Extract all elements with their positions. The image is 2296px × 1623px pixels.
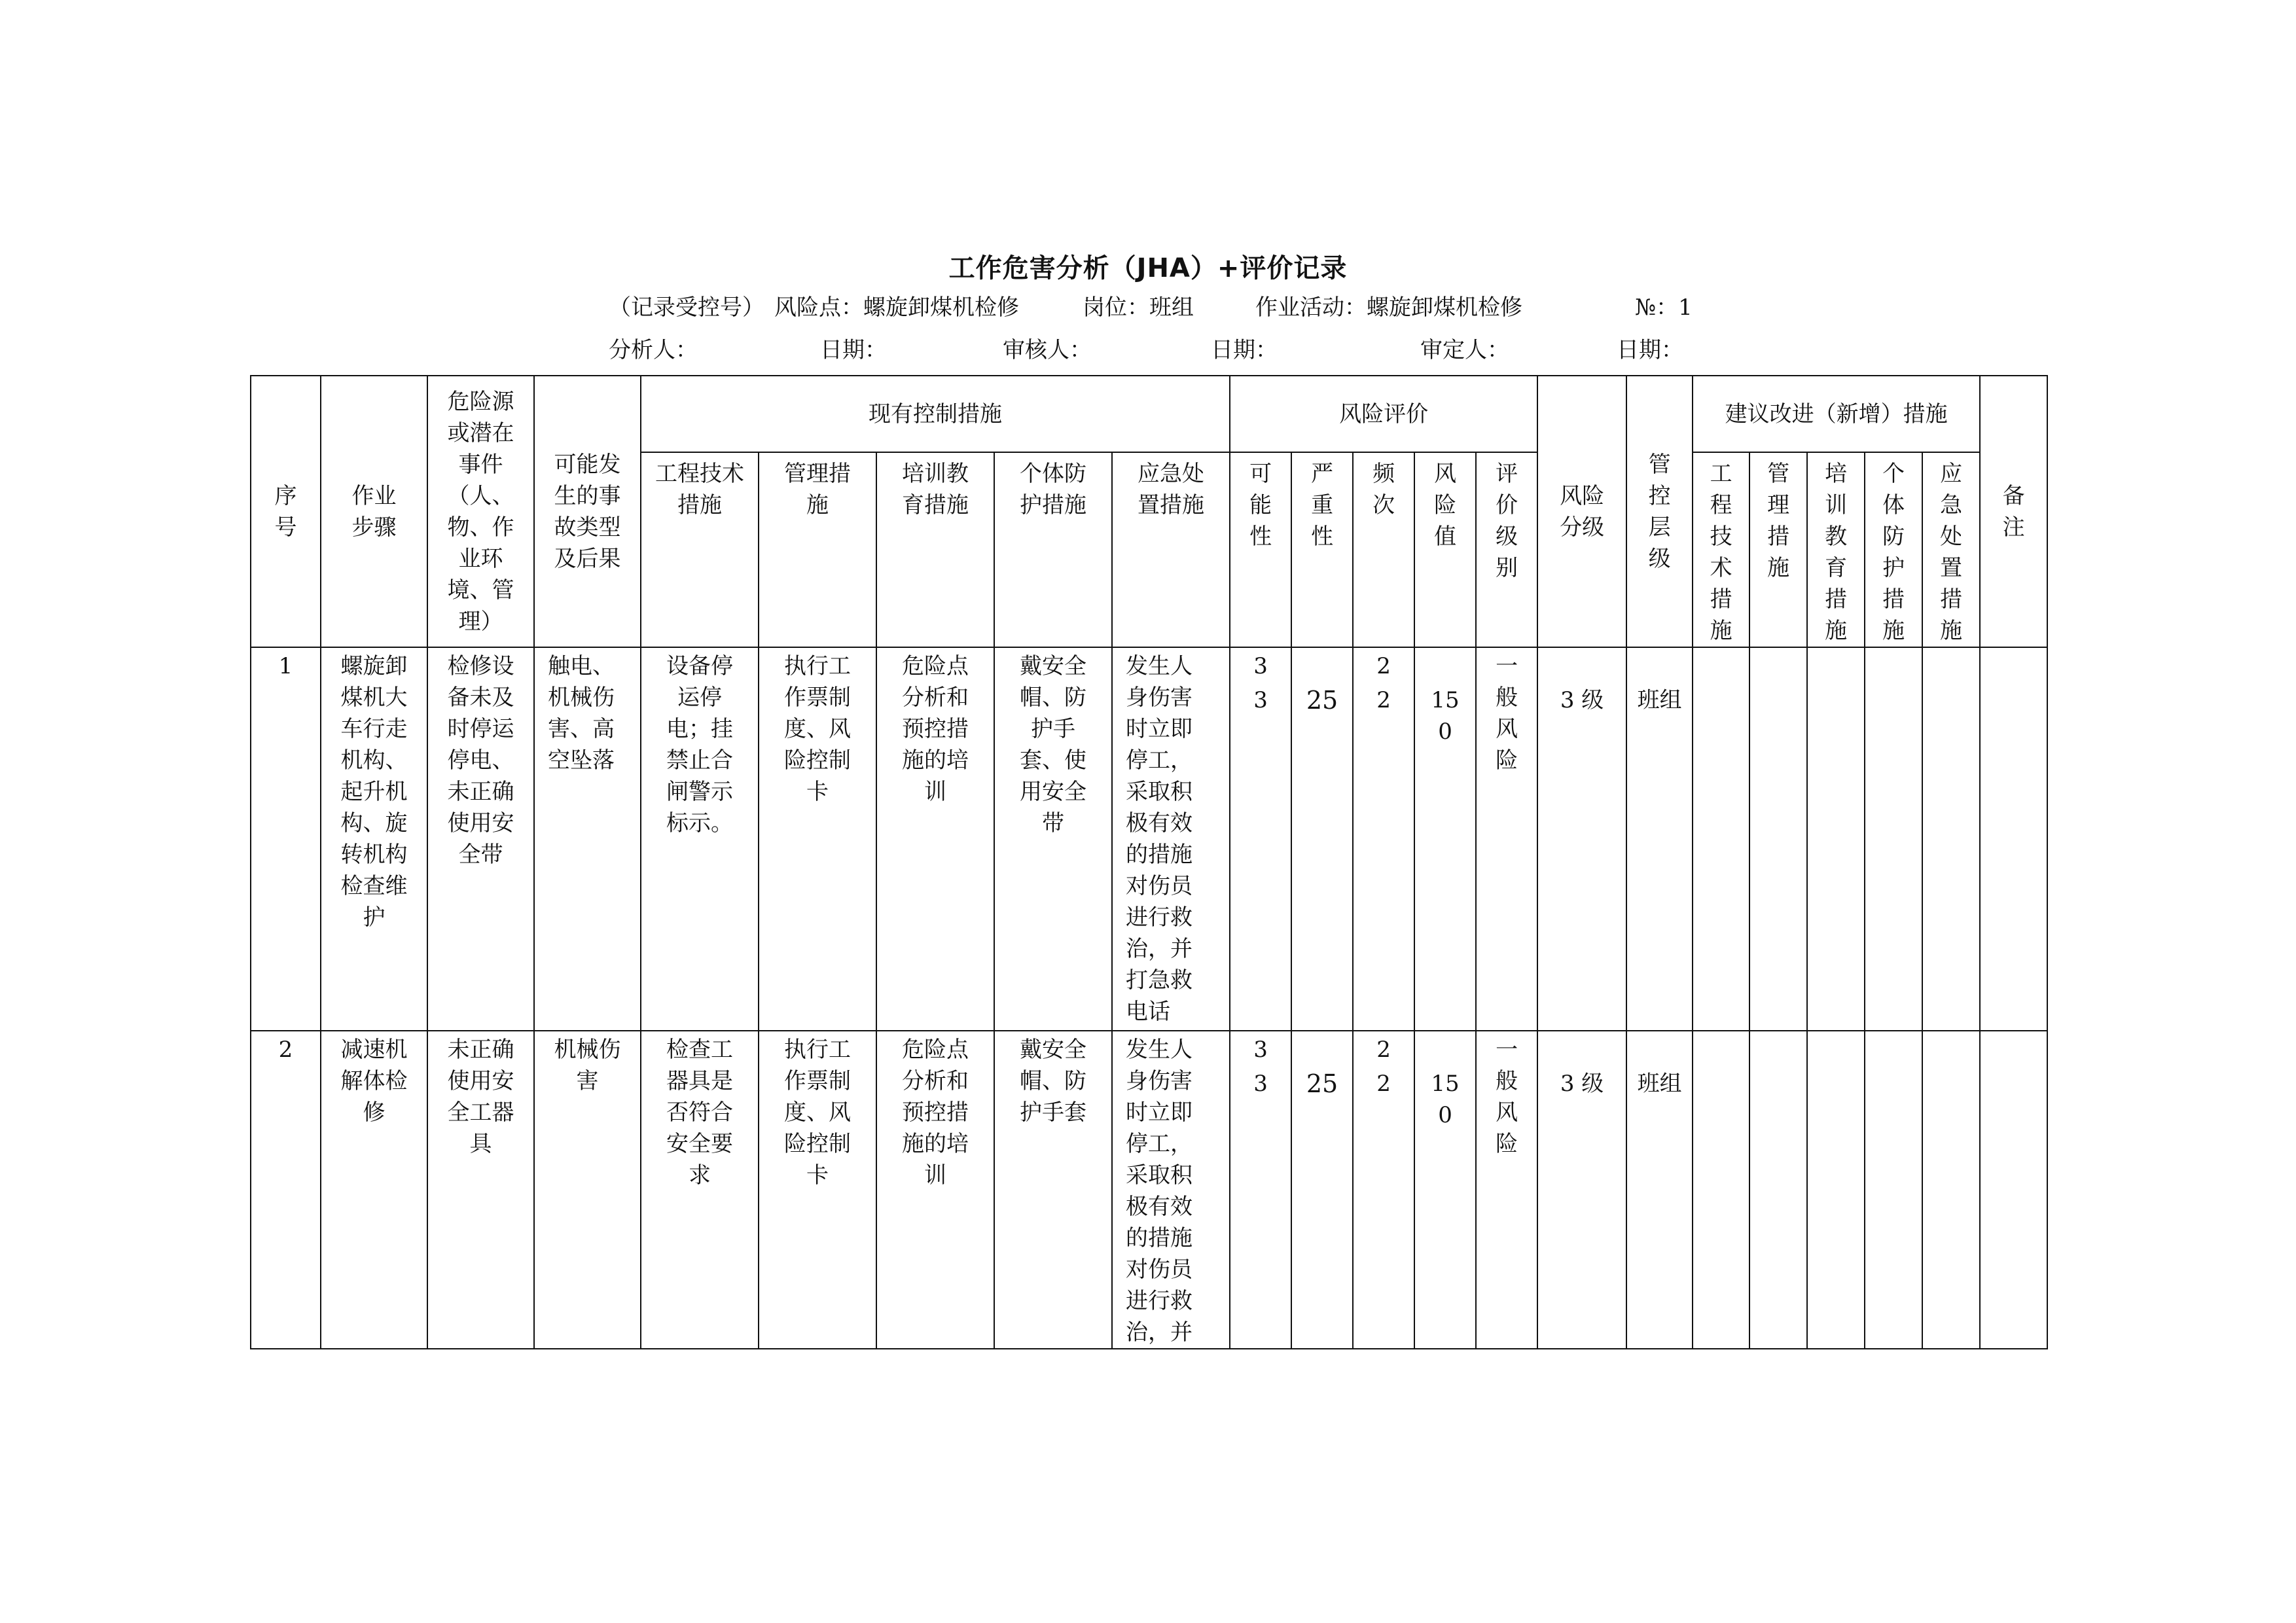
header-training: 培训教育措施 <box>876 452 994 647</box>
cell-engineering: 检查工器具是否符合安全要求 <box>641 1031 759 1349</box>
header-row-1 <box>251 376 2047 452</box>
approver-label: 审定人： <box>1420 337 1509 363</box>
header-s-training: 培训教育措施 <box>1807 452 1865 647</box>
cell-ppe: 戴安全帽、防护手套、使用安全带 <box>994 647 1112 1031</box>
header-management: 管理措施 <box>759 452 876 647</box>
cell-risk-grade: 3 级 <box>1537 647 1626 1031</box>
cell-remarks <box>1980 1031 2047 1349</box>
header-risk-value: 风险值 <box>1414 452 1476 647</box>
header-eval-level: 评价级别 <box>1476 452 1537 647</box>
table-row <box>251 647 2047 1031</box>
header-remarks: 备注 <box>1980 376 2047 647</box>
cell-eval-level: 一般风险 <box>1476 1031 1537 1349</box>
cell-frequency: 2 2 <box>1353 647 1414 1031</box>
header-frequency: 频次 <box>1353 452 1414 647</box>
cell-frequency: 2 2 <box>1353 1031 1414 1349</box>
cell-consequence: 触电、机械伤害、高空坠落 <box>534 647 641 1031</box>
cell-step: 减速机解体检修 <box>321 1031 427 1349</box>
cell-emergency: 发生人身伤害时立即停工，采取积极有效的措施对伤员进行救治，并 <box>1112 1031 1230 1349</box>
cell-eval-level: 一般风险 <box>1476 647 1537 1031</box>
analyst-label: 分析人： <box>609 337 698 363</box>
cell-likelihood: 3 3 <box>1230 647 1291 1031</box>
cell-s-management <box>1749 1031 1807 1349</box>
cell-hazard: 未正确使用安全工器具 <box>427 1031 534 1349</box>
cell-s-management <box>1749 647 1807 1031</box>
cell-hazard: 检修设备未及时停运停电、未正确使用安全带 <box>427 647 534 1031</box>
cell-seq: 1 <box>251 647 321 1031</box>
header-engineering: 工程技术措施 <box>641 452 759 647</box>
header-hazard: 危险源或潜在事件（人、物、作业环境、管理） <box>427 376 534 647</box>
cell-s-emergency <box>1922 647 1980 1031</box>
cell-engineering: 设备停运停电；挂禁止合闸警示标示。 <box>641 647 759 1031</box>
control-number-label: （记录受控号） <box>609 294 764 321</box>
cell-step: 螺旋卸煤机大车行走机构、起升机构、旋转机构检查维护 <box>321 647 427 1031</box>
header-seq: 序号 <box>251 376 321 647</box>
header-s-ppe: 个体防护措施 <box>1865 452 1922 647</box>
header-ppe: 个体防护措施 <box>994 452 1112 647</box>
header-s-engineering: 工程技术措施 <box>1693 452 1749 647</box>
header-emergency: 应急处置措施 <box>1112 452 1230 647</box>
cell-control-level: 班组 <box>1626 647 1693 1031</box>
cell-control-level: 班组 <box>1626 1031 1693 1349</box>
header-control-level: 管控层级 <box>1626 376 1693 647</box>
cell-emergency: 发生人身伤害时立即停工，采取积极有效的措施对伤员进行救治，并打急救电话 <box>1112 647 1230 1031</box>
cell-s-engineering <box>1693 647 1749 1031</box>
header-existing-controls: 现有控制措施 <box>641 376 1230 452</box>
date-label-1: 日期： <box>820 337 887 363</box>
table-row <box>251 1031 2047 1349</box>
post: 岗位：班组 <box>1083 294 1194 321</box>
cell-remarks <box>1980 647 2047 1031</box>
cell-risk-grade: 3 级 <box>1537 1031 1626 1349</box>
header-s-management: 管理措施 <box>1749 452 1807 647</box>
header-step: 作业步骤 <box>321 376 427 647</box>
jha-table <box>250 375 2048 1349</box>
cell-s-ppe <box>1865 1031 1922 1349</box>
cell-consequence: 机械伤害 <box>534 1031 641 1349</box>
cell-s-emergency <box>1922 1031 1980 1349</box>
cell-severity: 25 <box>1291 647 1353 1031</box>
document-title: 工作危害分析（JHA）+评价记录 <box>948 253 1348 283</box>
cell-management: 执行工作票制度、风险控制卡 <box>759 1031 876 1349</box>
header-likelihood: 可能性 <box>1230 452 1291 647</box>
work-activity: 作业活动：螺旋卸煤机检修 <box>1255 294 1522 321</box>
cell-training: 危险点分析和预控措施的培训 <box>876 647 994 1031</box>
header-risk-grade: 风险分级 <box>1537 376 1626 647</box>
reviewer-label: 审核人： <box>1003 337 1092 363</box>
cell-seq: 2 <box>251 1031 321 1349</box>
risk-point: 风险点：螺旋卸煤机检修 <box>774 294 1019 321</box>
header-suggested-measures: 建议改进（新增）措施 <box>1693 376 1980 452</box>
cell-management: 执行工作票制度、风险控制卡 <box>759 647 876 1031</box>
date-label-3: 日期： <box>1617 337 1683 363</box>
cell-s-training <box>1807 647 1865 1031</box>
cell-s-training <box>1807 1031 1865 1349</box>
cell-ppe: 戴安全帽、防护手套 <box>994 1031 1112 1349</box>
header-consequence: 可能发生的事故类型及后果 <box>534 376 641 647</box>
header-risk-evaluation: 风险评价 <box>1230 376 1537 452</box>
date-label-2: 日期： <box>1211 337 1278 363</box>
record-number: №：1 <box>1635 294 1693 321</box>
cell-likelihood: 3 3 <box>1230 1031 1291 1349</box>
cell-s-ppe <box>1865 647 1922 1031</box>
cell-severity: 25 <box>1291 1031 1353 1349</box>
cell-risk-value: 15 0 <box>1414 1031 1476 1349</box>
cell-risk-value: 15 0 <box>1414 647 1476 1031</box>
header-s-emergency: 应急处置措施 <box>1922 452 1980 647</box>
cell-s-engineering <box>1693 1031 1749 1349</box>
cell-training: 危险点分析和预控措施的培训 <box>876 1031 994 1349</box>
header-severity: 严重性 <box>1291 452 1353 647</box>
